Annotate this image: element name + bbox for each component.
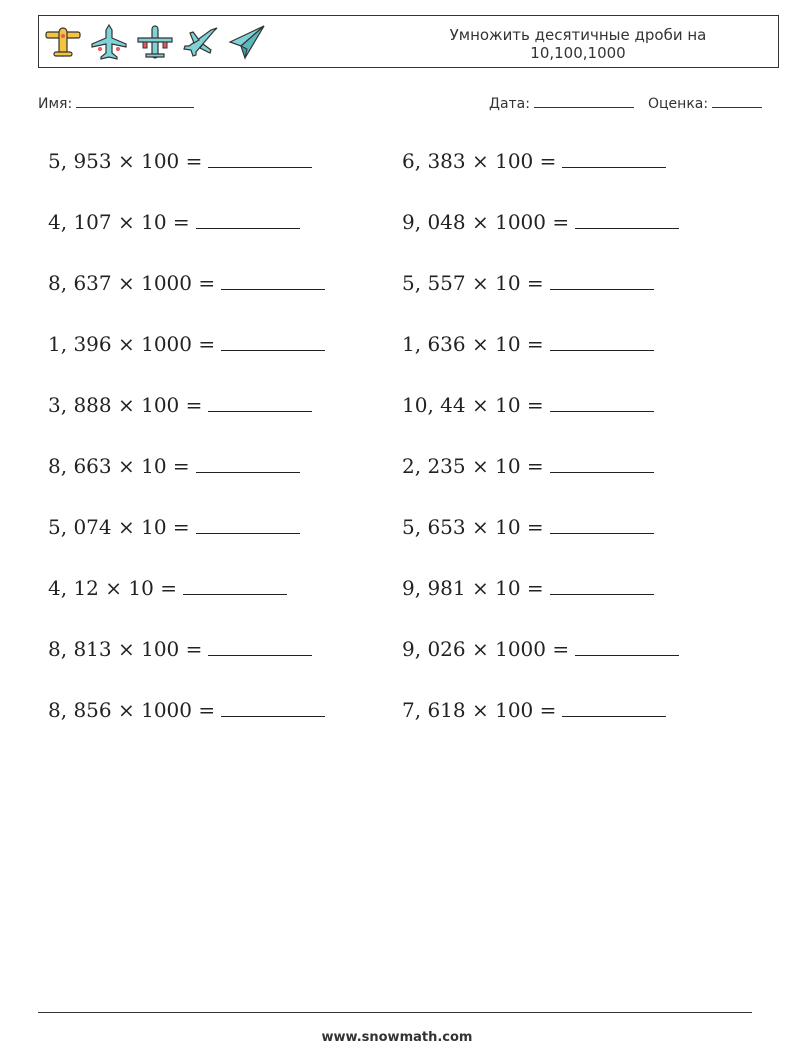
equals-sign: = (185, 637, 203, 661)
problem-item (402, 329, 748, 390)
multiplier: 10 (495, 576, 521, 600)
answer-blank[interactable] (196, 451, 300, 473)
times-sign: × (471, 698, 489, 722)
equals-sign: = (539, 698, 557, 722)
equals-sign: = (198, 698, 216, 722)
problem-item (48, 329, 402, 390)
times-sign: × (471, 454, 489, 478)
multiplicand: 8, 813 (48, 637, 112, 661)
times-sign: × (117, 271, 135, 295)
multiplicand: 1, 396 (48, 332, 112, 356)
multiplicand: 6, 383 (402, 149, 466, 173)
times-sign: × (117, 210, 135, 234)
equals-sign: = (172, 210, 190, 234)
equals-sign: = (526, 332, 544, 356)
problem-item (402, 512, 748, 573)
answer-blank[interactable] (550, 390, 654, 412)
times-sign: × (471, 576, 489, 600)
answer-blank[interactable] (575, 634, 679, 656)
equals-sign: = (198, 271, 216, 295)
multiplier: 10 (495, 454, 521, 478)
problem-item (402, 146, 748, 207)
multiplier: 1000 (495, 637, 547, 661)
answer-blank[interactable] (562, 146, 666, 168)
airplane-icon (135, 22, 175, 62)
answer-blank[interactable] (550, 268, 654, 290)
worksheet-title (428, 26, 728, 62)
problem-item (48, 207, 402, 268)
biplane-icon (43, 22, 83, 62)
name-label: Имя: (38, 96, 73, 112)
equals-sign: = (539, 149, 557, 173)
times-sign: × (117, 637, 135, 661)
answer-blank[interactable] (221, 695, 325, 717)
problem-item (402, 634, 748, 695)
date-label: Дата: (489, 96, 530, 112)
multiplicand: 5, 557 (402, 271, 466, 295)
times-sign: × (471, 271, 489, 295)
multiplier: 100 (141, 149, 180, 173)
multiplicand: 8, 663 (48, 454, 112, 478)
times-sign: × (117, 515, 135, 539)
grade-field (648, 94, 762, 112)
multiplicand: 5, 953 (48, 149, 112, 173)
times-sign: × (117, 332, 135, 356)
answer-blank[interactable] (221, 268, 325, 290)
multiplicand: 5, 074 (48, 515, 112, 539)
multiplier: 1000 (141, 698, 193, 722)
times-sign: × (471, 149, 489, 173)
times-sign: × (471, 210, 489, 234)
answer-blank[interactable] (208, 146, 312, 168)
multiplier: 100 (141, 393, 180, 417)
multiplicand: 8, 856 (48, 698, 112, 722)
multiplier: 10 (495, 271, 521, 295)
multiplier: 10 (141, 210, 167, 234)
paper-plane-icon (227, 22, 267, 62)
multiplicand: 8, 637 (48, 271, 112, 295)
problem-item (48, 634, 402, 695)
answer-blank[interactable] (196, 512, 300, 534)
answer-blank[interactable] (550, 573, 654, 595)
problem-grid (48, 146, 748, 756)
answer-blank[interactable] (550, 329, 654, 351)
multiplicand: 3, 888 (48, 393, 112, 417)
equals-sign: = (185, 149, 203, 173)
problem-item (402, 451, 748, 512)
answer-blank[interactable] (562, 695, 666, 717)
title-line-2: 10,100,1000 (530, 44, 626, 62)
problem-item (48, 268, 402, 329)
multiplicand: 1, 636 (402, 332, 466, 356)
answer-blank[interactable] (183, 573, 287, 595)
equals-sign: = (526, 576, 544, 600)
multiplicand: 5, 653 (402, 515, 466, 539)
equals-sign: = (526, 393, 544, 417)
times-sign: × (117, 454, 135, 478)
equals-sign: = (185, 393, 203, 417)
multiplier: 100 (141, 637, 180, 661)
equals-sign: = (526, 515, 544, 539)
date-blank[interactable] (534, 94, 634, 108)
header-icons (43, 22, 267, 62)
problem-item (48, 390, 402, 451)
multiplicand: 9, 981 (402, 576, 466, 600)
multiplicand: 7, 618 (402, 698, 466, 722)
multiplier: 10 (128, 576, 154, 600)
answer-blank[interactable] (208, 390, 312, 412)
times-sign: × (117, 698, 135, 722)
multiplicand: 10, 44 (402, 393, 466, 417)
date-field (489, 94, 634, 112)
multiplier: 1000 (141, 332, 193, 356)
times-sign: × (471, 637, 489, 661)
multiplier: 10 (495, 332, 521, 356)
multiplier: 10 (495, 515, 521, 539)
times-sign: × (117, 149, 135, 173)
problem-item (402, 695, 748, 756)
multiplier: 10 (141, 515, 167, 539)
times-sign: × (471, 393, 489, 417)
multiplicand: 9, 048 (402, 210, 466, 234)
times-sign: × (117, 393, 135, 417)
equals-sign: = (526, 271, 544, 295)
equals-sign: = (198, 332, 216, 356)
answer-blank[interactable] (575, 207, 679, 229)
multiplier: 10 (141, 454, 167, 478)
title-line-1: Умножить десятичные дроби на (449, 26, 707, 44)
name-blank[interactable] (76, 94, 194, 108)
equals-sign: = (160, 576, 177, 600)
problem-item (402, 207, 748, 268)
multiplier: 1000 (495, 210, 547, 234)
multiplicand: 4, 107 (48, 210, 112, 234)
problem-item (402, 268, 748, 329)
grade-blank[interactable] (712, 94, 762, 108)
problem-item (48, 573, 402, 634)
problem-item (48, 451, 402, 512)
times-sign: × (471, 332, 489, 356)
answer-blank[interactable] (221, 329, 325, 351)
equals-sign: = (552, 637, 570, 661)
problem-item (48, 146, 402, 207)
problem-item (402, 390, 748, 451)
problem-item (402, 573, 748, 634)
grade-label: Оценка: (648, 96, 709, 112)
answer-blank[interactable] (550, 451, 654, 473)
name-field (38, 94, 194, 112)
multiplicand: 9, 026 (402, 637, 466, 661)
equals-sign: = (526, 454, 544, 478)
multiplicand: 2, 235 (402, 454, 466, 478)
multiplier: 100 (495, 698, 534, 722)
footer-divider (38, 1012, 752, 1013)
multiplier: 10 (495, 393, 521, 417)
problem-item (48, 512, 402, 573)
answer-blank[interactable] (550, 512, 654, 534)
worksheet-header (38, 15, 779, 68)
times-sign: × (105, 576, 123, 600)
equals-sign: = (172, 515, 190, 539)
answer-blank[interactable] (208, 634, 312, 656)
times-sign: × (471, 515, 489, 539)
problem-item (48, 695, 402, 756)
airplane-icon (89, 22, 129, 62)
footer-url[interactable]: www.snowmath.com (321, 1030, 473, 1045)
jet-icon (181, 22, 221, 62)
multiplier: 100 (495, 149, 534, 173)
multiplicand: 4, 12 (48, 576, 99, 600)
equals-sign: = (552, 210, 570, 234)
equals-sign: = (172, 454, 190, 478)
answer-blank[interactable] (196, 207, 300, 229)
multiplier: 1000 (141, 271, 193, 295)
